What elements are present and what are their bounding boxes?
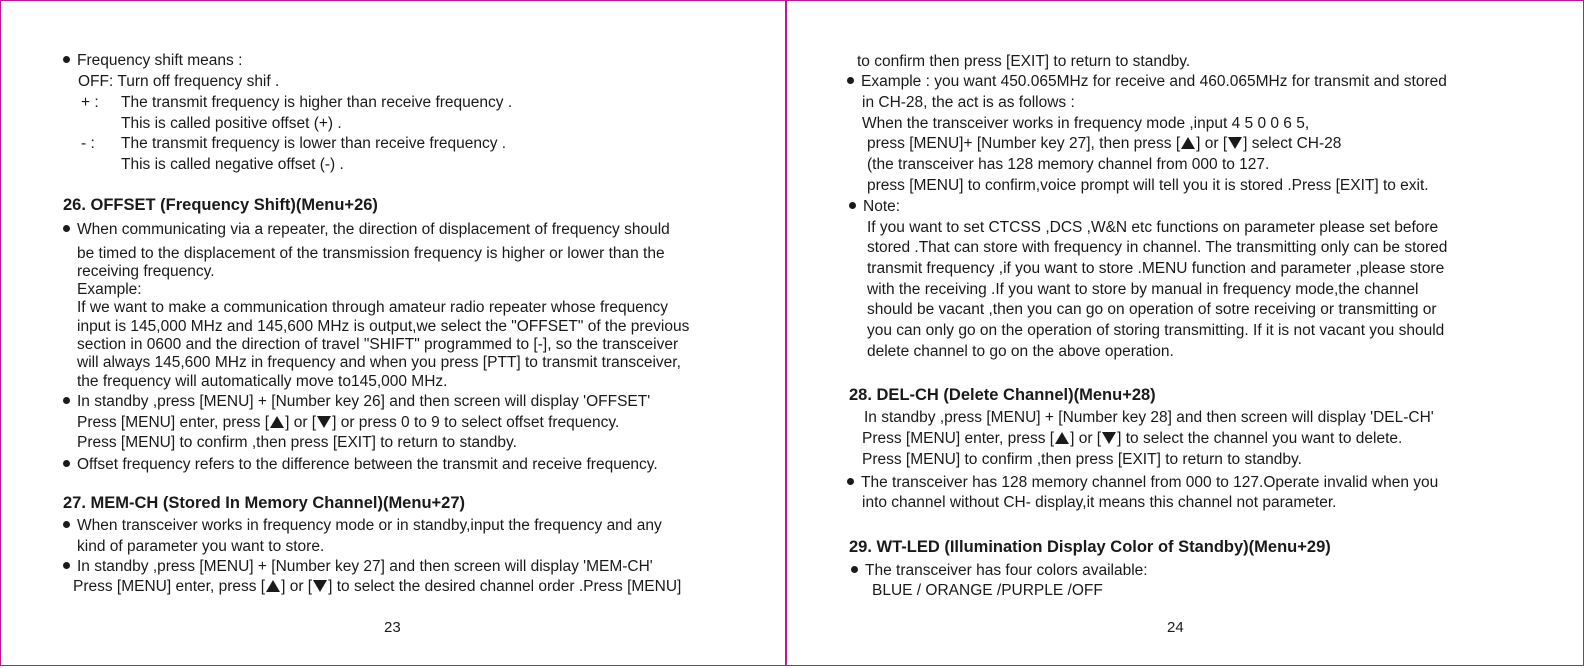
s29-l2: BLUE / ORANGE /PURPLE /OFF	[872, 582, 1103, 599]
s26-p2-l2	[77, 414, 619, 432]
s26-p2-l2a: Press [MENU] enter, press [	[77, 414, 270, 431]
s26-p1-l4: Example:	[77, 281, 142, 298]
down-arrow-icon	[1102, 432, 1116, 444]
s28-l2c: ] to select the channel you want to delete.	[1117, 430, 1403, 447]
s27-p1-l1	[63, 517, 662, 535]
example-l6: press [MENU] to confirm,voice prompt will tell you it is stored .Press [EXIT] to exit.	[867, 177, 1429, 194]
plus-desc-a: The transmit frequency is higher than receive frequency .	[121, 94, 513, 111]
example-l4c: ] select CH-28	[1243, 135, 1342, 152]
s26-p2-l1-text: In standby ,press [MENU] + [Number key 26] and then screen will display 'OFFSET'	[77, 393, 651, 410]
freq-shift-title-line	[63, 52, 242, 70]
s26-p2-l1	[63, 393, 650, 411]
s26-p1-l1	[63, 221, 670, 239]
up-arrow-icon	[270, 416, 284, 428]
section-28-heading: 28. DEL-CH (Delete Channel)(Menu+28)	[849, 386, 1156, 404]
bullet-icon	[63, 521, 70, 528]
section-26-heading: 26. OFFSET (Frequency Shift)(Menu+26)	[63, 196, 378, 214]
s27-p2-l2c: ] to select the desired channel order .Press [MENU]	[328, 578, 682, 595]
s28-p2-l1-text: The transceiver has 128 memory channel from 000 to 127.Operate invalid when you	[861, 474, 1439, 491]
note-title: Note:	[863, 198, 901, 215]
bullet-icon	[63, 225, 70, 232]
s28-l3: Press [MENU] to confirm ,then press [EXIT] to return to standby.	[862, 451, 1302, 468]
note-l4: with the receiving .If you want to store by manual in frequency mode,the channel	[867, 281, 1419, 298]
s26-p2-l2c: ] or press 0 to 9 to select offset frequency.	[332, 414, 620, 431]
example-l4b: ] or [	[1196, 135, 1228, 152]
s27-p1-l2: kind of parameter you want to store.	[77, 538, 325, 555]
s27-p2-l1-text: In standby ,press [MENU] + [Number key 27] and then screen will display 'MEM-CH'	[77, 558, 653, 575]
bullet-icon	[847, 478, 854, 485]
page-number-24: 24	[1167, 619, 1184, 636]
note-l2: stored .That can store with frequency in channel. The transmitting only can be stored	[867, 239, 1448, 256]
s28-p2-l1	[847, 474, 1438, 492]
s29-l1	[851, 562, 1148, 580]
bullet-icon	[63, 460, 70, 467]
s28-l2	[862, 430, 1402, 448]
example-l2: in CH-28, the act is as follows :	[862, 94, 1075, 111]
example-l4a: press [MENU]+ [Number key 27], then press [	[867, 135, 1181, 152]
bullet-icon	[63, 56, 70, 63]
bullet-icon	[851, 566, 858, 573]
s28-l2b: ] or [	[1070, 430, 1102, 447]
s27-p2-l1	[63, 558, 653, 576]
s26-p1-l2: be timed to the displacement of the transmission frequency is higher or lower than the	[77, 245, 665, 262]
note-l1: If you want to set CTCSS ,DCS ,W&N etc functions on parameter please set before	[867, 219, 1439, 236]
s28-l2a: Press [MENU] enter, press [	[862, 430, 1055, 447]
plus-symbol: + :	[81, 94, 99, 111]
s26-p1-l5: If we want to make a communication through amateur radio repeater whose frequency	[77, 299, 669, 316]
note-l3: transmit frequency ,if you want to store .MENU function and parameter ,please store	[867, 260, 1445, 277]
example-l3: When the transceiver works in frequency mode ,input 4 5 0 0 6 5,	[862, 115, 1310, 132]
example-l4	[867, 135, 1341, 153]
freq-shift-off: OFF: Turn off frequency shif .	[78, 73, 280, 90]
right-page	[786, 0, 1584, 666]
s26-p1-l3: receiving frequency.	[77, 263, 215, 280]
up-arrow-icon	[266, 580, 280, 592]
down-arrow-icon	[1228, 137, 1242, 149]
s28-l1: In standby ,press [MENU] + [Number key 28] and then screen will display 'DEL-CH'	[864, 409, 1434, 426]
note-l7: delete channel to go on the above operation.	[867, 343, 1174, 360]
s26-p1-l7: section in 0600 and the direction of travel "SHIFT" programmed to [-], so the transceiver	[77, 336, 679, 353]
up-arrow-icon	[1055, 432, 1069, 444]
bullet-icon	[847, 77, 854, 84]
s27-p1-l1-text: When transceiver works in frequency mode or in standby,input the frequency and any	[77, 517, 662, 534]
freq-shift-title: Frequency shift means :	[77, 52, 243, 69]
up-arrow-icon	[1181, 137, 1195, 149]
plus-desc-b: This is called positive offset (+) .	[121, 115, 342, 132]
example-l1	[847, 73, 1447, 91]
section-27-heading: 27. MEM-CH (Stored In Memory Channel)(Menu+27)	[63, 494, 466, 512]
bullet-icon	[849, 202, 856, 209]
s26-p1-l1-text: When communicating via a repeater, the direction of displacement of frequency should	[77, 221, 670, 238]
left-page	[0, 0, 786, 666]
page-number-23: 23	[384, 619, 401, 636]
s26-p1-l9: the frequency will automatically move to145,000 MHz.	[77, 373, 448, 390]
down-arrow-icon	[317, 416, 331, 428]
s26-p3-l1-text: Offset frequency refers to the difference between the transmit and receive frequency.	[77, 456, 658, 473]
section-29-heading: 29. WT-LED (Illumination Display Color of Standby)(Menu+29)	[849, 538, 1331, 556]
bullet-icon	[63, 397, 70, 404]
s29-l1-text: The transceiver has four colors available:	[865, 562, 1148, 579]
note-l6: you can only go on the operation of storing transmitting. If it is not vacant you should	[867, 322, 1445, 339]
s27-p2-l2	[73, 578, 681, 596]
minus-symbol: - :	[81, 135, 95, 152]
continuation-line: to confirm then press [EXIT] to return to standby.	[857, 53, 1191, 70]
s26-p2-l3: Press [MENU] to confirm ,then press [EXIT] to return to standby.	[77, 434, 517, 451]
example-l1-text: Example : you want 450.065MHz for receive and 460.065MHz for transmit and stored	[861, 73, 1447, 90]
minus-desc-a: The transmit frequency is lower than receive frequency .	[121, 135, 507, 152]
down-arrow-icon	[313, 580, 327, 592]
s26-p3-l1	[63, 456, 658, 474]
minus-desc-b: This is called negative offset (-) .	[121, 156, 344, 173]
example-l5: (the transceiver has 128 memory channel from 000 to 127.	[867, 156, 1270, 173]
bullet-icon	[63, 562, 70, 569]
s27-p2-l2a: Press [MENU] enter, press [	[73, 578, 266, 595]
s28-p2-l2: into channel without CH- display,it means this channel not parameter.	[862, 494, 1337, 511]
note-title-line	[849, 198, 900, 216]
note-l5: should be vacant ,then you can go on operation of sotre receiving or transmitting or	[867, 301, 1437, 318]
s26-p1-l8: will always 145,600 MHz in frequency and when you press [PTT] to transmit transceiver,	[77, 354, 681, 371]
s27-p2-l2b: ] or [	[281, 578, 313, 595]
s26-p2-l2b: ] or [	[285, 414, 317, 431]
s26-p1-l6: input is 145,000 MHz and 145,600 MHz is output,we select the "OFFSET" of the previous	[77, 318, 690, 335]
